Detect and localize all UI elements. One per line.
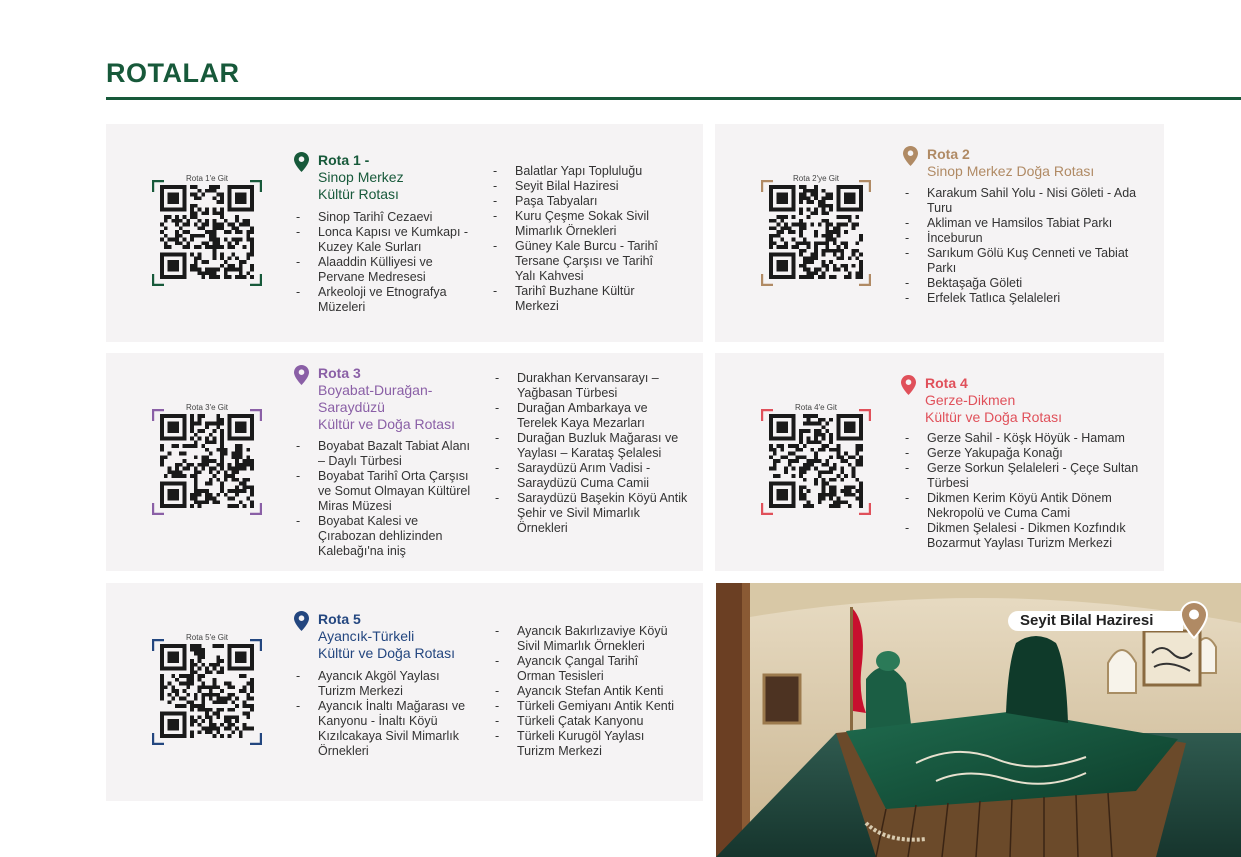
route-number: Rota 4	[925, 375, 968, 391]
route-heading	[925, 375, 1115, 426]
route-stop: - Saraydüzü Arım Vadisi - Saraydüzü Cuma Camii	[495, 461, 690, 491]
route-stops-column-1	[905, 431, 1140, 551]
route-name-line: Saraydüzü	[318, 399, 385, 415]
route-stop: - Türkeli Çatak Kanyonu	[495, 714, 675, 729]
route-stop: - Seyit Bilal Haziresi	[493, 179, 673, 194]
route-stop: - Durakhan Kervansarayı – Yağbasan Türbesi	[495, 371, 690, 401]
map-pin-icon	[294, 365, 309, 385]
route-stops-column-1	[905, 186, 1140, 306]
route-number: Rota 1 -	[318, 152, 370, 168]
route-stops-column-2	[495, 371, 690, 536]
route-stops-column-1	[296, 439, 476, 559]
qr-code[interactable]	[769, 185, 863, 279]
title-divider	[106, 97, 1241, 100]
route-stop: - Erfelek Tatlıca Şelaleleri	[905, 291, 1140, 306]
route-stop: - Akliman ve Hamsilos Tabiat Parkı	[905, 216, 1140, 231]
route-stop: - Alaaddin Külliyesi ve Pervane Medresesi	[296, 255, 476, 285]
route-stop: - Sinop Tarihî Cezaevi	[296, 210, 476, 225]
page-title: ROTALAR	[106, 58, 240, 88]
route-stop: - Dikmen Şelalesi - Dikmen Kozfındık Bozarmut Yaylası Turizm Merkezi	[905, 521, 1140, 551]
qr-code[interactable]	[160, 644, 254, 738]
map-pin-icon	[294, 152, 309, 172]
route-stop: - Balatlar Yapı Topluluğu	[493, 164, 673, 179]
qr-caption: Rota 4'e Git	[795, 403, 837, 412]
route-stop: - Karakum Sahil Yolu - Nisi Göleti - Ada Turu	[905, 186, 1140, 216]
route-name-line: Boyabat-Durağan-	[318, 382, 433, 398]
route-stops-column-1	[296, 210, 476, 315]
route-card-4	[715, 353, 1164, 571]
route-stop: - İnceburun	[905, 231, 1140, 246]
route-name-line: Sinop Merkez Doğa Rotası	[927, 163, 1095, 179]
route-stop: - Ayancık İnaltı Mağarası ve Kanyonu - İnaltı Köyü Kızılcakaya Sivil Mimarlık Örnekleri	[296, 699, 466, 759]
map-pin-icon	[1180, 601, 1208, 639]
route-number: Rota 3	[318, 365, 361, 381]
qr-block[interactable]	[152, 174, 262, 286]
route-stop: - Gerze Yakupağa Konağı	[905, 446, 1140, 461]
route-heading	[318, 152, 508, 203]
route-stop: - Gerze Sorkun Şelaleleri - Çeçe Sultan Türbesi	[905, 461, 1140, 491]
route-card-1	[106, 124, 703, 342]
route-stop: - Ayancık Çangal Tarihî Orman Tesisleri	[495, 654, 675, 684]
route-stop: - Tarihî Buzhane Kültür Merkezi	[493, 284, 673, 314]
route-stop: - Dikmen Kerim Köyü Antik Dönem Nekropolü ve Cuma Cami	[905, 491, 1140, 521]
route-stop: - Bektaşağa Göleti	[905, 276, 1140, 291]
route-name	[927, 163, 1117, 180]
route-stop: - Ayancık Bakırlızaviye Köyü Sivil Mimarlık Örnekleri	[495, 624, 675, 654]
route-name	[318, 169, 508, 203]
route-stop: - Boyabat Tarihî Orta Çarşısı ve Somut Olmayan Kültürel Miras Müzesi	[296, 469, 476, 514]
route-stop: - Ayancık Stefan Antik Kenti	[495, 684, 675, 699]
qr-caption: Rota 3'e Git	[186, 403, 228, 412]
route-name-line: Kültür ve Doğa Rotası	[318, 645, 455, 661]
route-number: Rota 2	[927, 146, 970, 162]
route-heading	[927, 146, 1117, 180]
route-stops-column-1	[296, 669, 466, 759]
qr-block[interactable]	[152, 403, 262, 515]
route-card-3	[106, 353, 703, 571]
map-pin-icon	[294, 611, 309, 631]
photo-seyit-bilal-haziresi	[716, 583, 1241, 857]
route-name	[318, 382, 508, 433]
route-number: Rota 5	[318, 611, 361, 627]
qr-code[interactable]	[160, 185, 254, 279]
qr-block[interactable]	[761, 403, 871, 515]
route-stop: - Türkeli Gemiyanı Antik Kenti	[495, 699, 675, 714]
qr-code[interactable]	[769, 414, 863, 508]
route-name-line: Sinop Merkez	[318, 169, 404, 185]
route-name	[318, 628, 508, 662]
route-stop: - Durağan Ambarkaya ve Terelek Kaya Mezarları	[495, 401, 690, 431]
qr-caption: Rota 5'e Git	[186, 633, 228, 642]
route-stops-column-2	[495, 624, 675, 759]
route-stop: - Durağan Buzluk Mağarası ve Yaylası – Karataş Şelalesi	[495, 431, 690, 461]
route-card-5	[106, 583, 703, 801]
qr-block[interactable]	[761, 174, 871, 286]
qr-caption: Rota 2'ye Git	[793, 174, 839, 183]
map-pin-icon	[903, 146, 918, 166]
route-stop: - Sarıkum Gölü Kuş Cenneti ve Tabiat Parkı	[905, 246, 1140, 276]
route-stop: - Boyabat Bazalt Tabiat Alanı – Daylı Türbesi	[296, 439, 476, 469]
route-name	[925, 392, 1115, 426]
qr-caption: Rota 1'e Git	[186, 174, 228, 183]
route-stops-column-2	[493, 164, 673, 314]
route-stop: - Türkeli Kurugöl Yaylası Turizm Merkezi	[495, 729, 675, 759]
route-name-line: Kültür ve Doğa Rotası	[318, 416, 455, 432]
route-stop: - Kuru Çeşme Sokak Sivil Mimarlık Örnekleri	[493, 209, 673, 239]
route-stop: - Lonca Kapısı ve Kumkapı - Kuzey Kale Surları	[296, 225, 476, 255]
map-pin-icon	[901, 375, 916, 395]
route-heading	[318, 611, 508, 662]
photo-caption: Seyit Bilal Haziresi	[1008, 611, 1183, 631]
route-stop: - Paşa Tabyaları	[493, 194, 673, 209]
route-name-line: Gerze-Dikmen	[925, 392, 1016, 408]
route-card-2	[715, 124, 1164, 342]
route-stop: - Gerze Sahil - Köşk Höyük - Hamam	[905, 431, 1140, 446]
route-stop: - Arkeoloji ve Etnografya Müzeleri	[296, 285, 476, 315]
route-stop: - Saraydüzü Başekin Köyü Antik Şehir ve Sivil Mimarlık Örnekleri	[495, 491, 690, 536]
qr-code[interactable]	[160, 414, 254, 508]
route-name-line: Kültür ve Doğa Rotası	[925, 409, 1062, 425]
route-stop: - Güney Kale Burcu - Tarihî Tersane Çarşısı ve Tarihî Yalı Kahvesi	[493, 239, 673, 284]
route-name-line: Kültür Rotası	[318, 186, 399, 202]
route-name-line: Ayancık-Türkeli	[318, 628, 415, 644]
route-heading	[318, 365, 508, 433]
qr-block[interactable]	[152, 633, 262, 745]
route-stop: - Ayancık Akgöl Yaylası Turizm Merkezi	[296, 669, 466, 699]
route-stop: - Boyabat Kalesi ve Çırabozan dehlizinden Kalebağı'na iniş	[296, 514, 476, 559]
